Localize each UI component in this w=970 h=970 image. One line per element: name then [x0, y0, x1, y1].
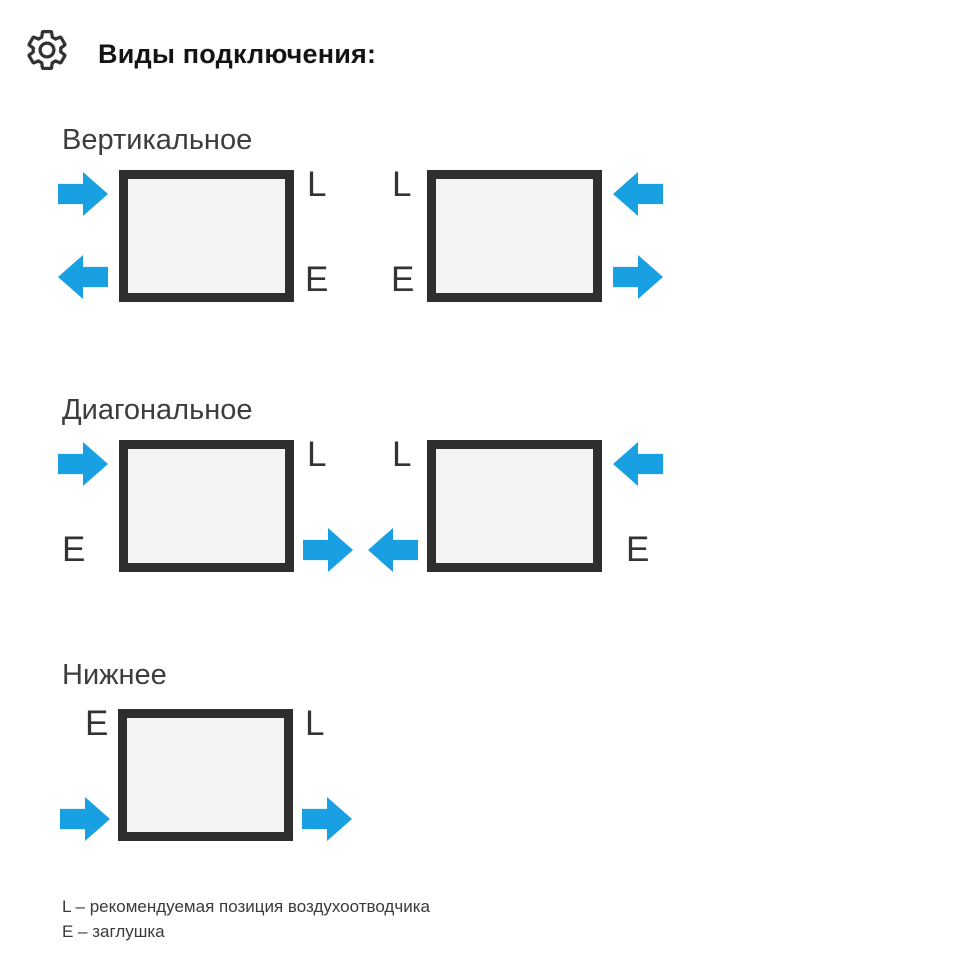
- plug-label: E: [305, 260, 329, 299]
- flow-in-arrow-right-icon: [58, 172, 108, 216]
- vent-position-label: L: [392, 165, 412, 204]
- gear-icon: [24, 27, 70, 73]
- section-title-diagonal: Диагональное: [62, 394, 253, 426]
- legend: [62, 894, 430, 944]
- plug-label: E: [626, 530, 650, 569]
- radiator-box: [427, 170, 602, 302]
- section-title-bottom: Нижнее: [62, 659, 167, 691]
- vent-position-label: L: [307, 435, 327, 474]
- legend-line-plug: E – заглушка: [62, 922, 165, 941]
- radiator-box: [118, 709, 293, 841]
- section-title-vertical: Вертикальное: [62, 124, 253, 156]
- vent-position-label: L: [307, 165, 327, 204]
- flow-out-arrow-left-icon: [58, 255, 108, 299]
- flow-out-arrow-right-icon: [613, 255, 663, 299]
- plug-label: E: [85, 704, 109, 743]
- vent-position-label: L: [305, 704, 325, 743]
- plug-label: E: [391, 260, 415, 299]
- radiator-box: [427, 440, 602, 572]
- flow-out-arrow-right-icon: [303, 528, 353, 572]
- flow-in-arrow-right-icon: [60, 797, 110, 841]
- flow-in-arrow-left-icon: [613, 442, 663, 486]
- plug-label: E: [62, 530, 86, 569]
- radiator-box: [119, 170, 294, 302]
- legend-line-vent: L – рекомендуемая позиция воздухоотводчика: [62, 897, 430, 916]
- flow-in-arrow-right-icon: [58, 442, 108, 486]
- vent-position-label: L: [392, 435, 412, 474]
- flow-in-arrow-left-icon: [613, 172, 663, 216]
- flow-out-arrow-left-icon: [368, 528, 418, 572]
- radiator-box: [119, 440, 294, 572]
- page-title: Виды подключения:: [98, 39, 377, 69]
- flow-out-arrow-right-icon: [302, 797, 352, 841]
